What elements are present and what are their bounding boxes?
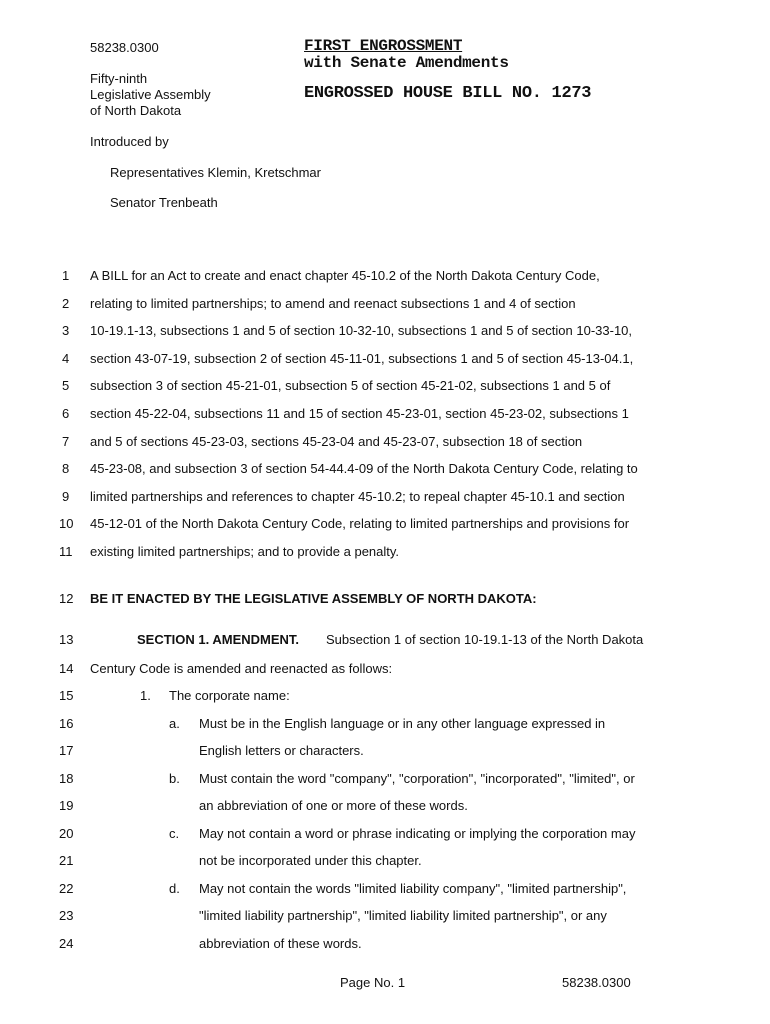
line-text: section 43-07-19, subsection 2 of section 45-11-01, subsections 1 and 5 of section 45-13-04.1, (90, 351, 634, 366)
line-text: 45-23-08, and subsection 3 of section 54-44.4-09 of the North Dakota Century Code, relating to (90, 461, 638, 476)
line-text: subsection 3 of section 45-21-01, subsection 5 of section 45-21-02, subsections 1 and 5 of (90, 378, 611, 393)
list-marker: b. (169, 771, 180, 786)
assembly-line-1: Fifty-ninth (90, 71, 148, 86)
line-number: 3 (62, 323, 70, 338)
line-number: 7 (62, 434, 70, 449)
line-number: 1 (62, 268, 70, 283)
page-number: Page No. 1 (340, 975, 406, 990)
line-text: May not contain a word or phrase indicating or implying the corporation may (199, 826, 636, 841)
engrossment-subtitle: with Senate Amendments (304, 54, 509, 72)
list-marker: c. (169, 826, 180, 841)
line-text: existing limited partnerships; and to provide a penalty. (90, 544, 400, 559)
line-number: 21 (59, 853, 74, 868)
list-marker: d. (169, 881, 180, 896)
line-number: 4 (62, 351, 70, 366)
line-text: 45-12-01 of the North Dakota Century Code, relating to limited partnerships and provisions for (90, 516, 630, 531)
bill-title: ENGROSSED HOUSE BILL NO. 1273 (304, 84, 592, 103)
line-text: The corporate name: (169, 688, 290, 703)
list-marker: 1. (140, 688, 151, 703)
line-number: 19 (59, 798, 74, 813)
introduced-by: Introduced by (90, 134, 169, 149)
line-number: 18 (59, 771, 74, 786)
line-text: Must contain the word "company", "corporation", "incorporated", "limited", or (199, 771, 635, 786)
line-text: limited partnerships and references to chapter 45-10.2; to repeal chapter 45-10.1 and section (90, 489, 625, 504)
line-text: 10-19.1-13, subsections 1 and 5 of section 10-32-10, subsections 1 and 5 of section 10-33-10, (90, 323, 633, 338)
engrossment-title: FIRST ENGROSSMENT (304, 37, 463, 55)
line-number: 23 (59, 908, 74, 923)
line-text: Subsection 1 of section 10-19.1-13 of the North Dakota (326, 632, 644, 647)
line-text: relating to limited partnerships; to amend and reenact subsections 1 and 4 of section (90, 296, 576, 311)
line-number: 2 (62, 296, 70, 311)
line-number: 11 (59, 544, 73, 559)
bill-code: 58238.0300 (90, 40, 159, 55)
line-text: abbreviation of these words. (199, 936, 362, 951)
line-number: 17 (59, 743, 74, 758)
sponsors-senator: Senator Trenbeath (110, 195, 218, 210)
line-number: 12 (59, 591, 74, 606)
line-text: Must be in the English language or in any other language expressed in (199, 716, 606, 731)
line-number: 22 (59, 881, 74, 896)
line-number: 10 (59, 516, 74, 531)
line-number: 8 (62, 461, 70, 476)
line-text: English letters or characters. (199, 743, 364, 758)
sponsors-representatives: Representatives Klemin, Kretschmar (110, 165, 321, 180)
line-text: Century Code is amended and reenacted as follows: (90, 661, 393, 676)
list-marker: a. (169, 716, 180, 731)
footer-bill-code: 58238.0300 (562, 975, 631, 990)
line-text: not be incorporated under this chapter. (199, 853, 422, 868)
line-text: May not contain the words "limited liability company", "limited partnership", (199, 881, 627, 896)
line-number: 13 (59, 632, 74, 647)
section-label: SECTION 1. AMENDMENT. (137, 632, 300, 647)
line-number: 6 (62, 406, 70, 421)
assembly-line-3: of North Dakota (90, 103, 182, 118)
enacting-clause: BE IT ENACTED BY THE LEGISLATIVE ASSEMBLY OF NORTH DAKOTA: (90, 591, 537, 606)
line-text: and 5 of sections 45-23-03, sections 45-23-04 and 45-23-07, subsection 18 of section (90, 434, 583, 449)
line-number: 20 (59, 826, 74, 841)
line-number: 24 (59, 936, 74, 951)
line-number: 16 (59, 716, 74, 731)
line-text: A BILL for an Act to create and enact chapter 45-10.2 of the North Dakota Century Code, (90, 268, 600, 283)
line-number: 9 (62, 489, 70, 504)
assembly-line-2: Legislative Assembly (90, 87, 211, 102)
line-text: section 45-22-04, subsections 11 and 15 of section 45-23-01, section 45-23-02, subsections 1 (90, 406, 629, 421)
line-number: 14 (59, 661, 74, 676)
line-text: "limited liability partnership", "limited liability limited partnership", or any (199, 908, 607, 923)
line-number: 5 (62, 378, 70, 393)
line-text: an abbreviation of one or more of these words. (199, 798, 468, 813)
line-number: 15 (59, 688, 74, 703)
